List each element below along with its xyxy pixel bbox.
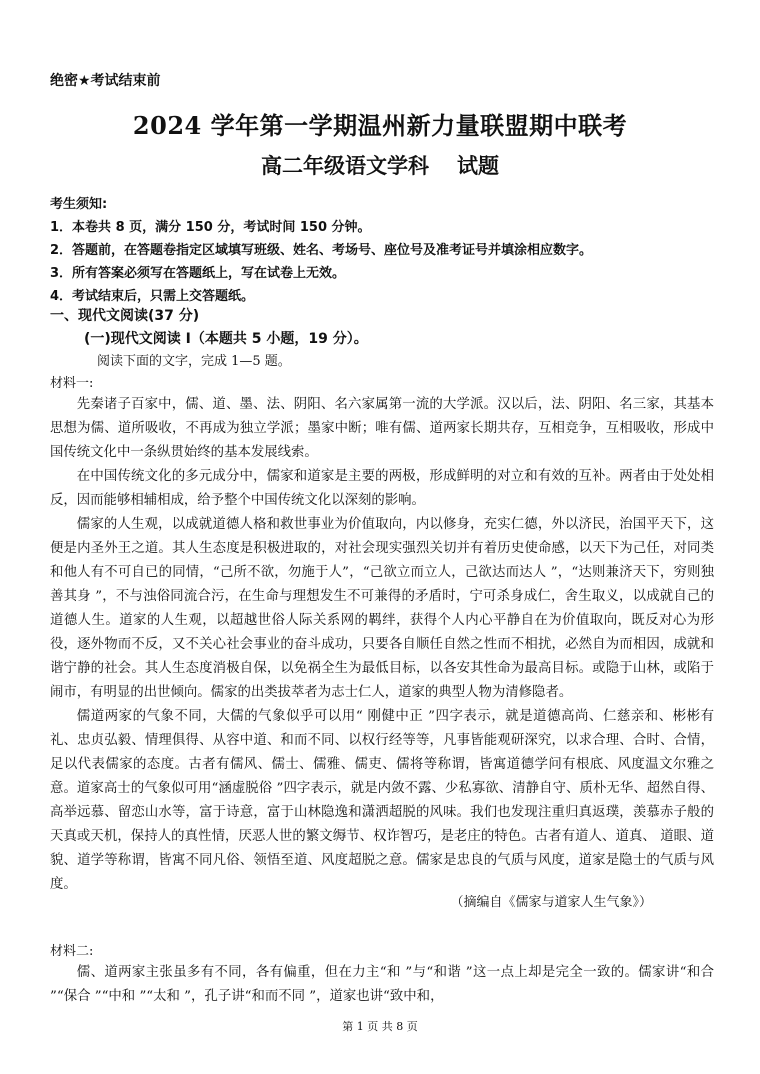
- paragraph: 儒、道两家主张虽多有不同，各有偏重，但在力主“和 ”与“和谐 ”这一点上却是完全一致的。儒家讲“和合 ”“保合 ”“中和 ”“太和 ”，孔子讲“和而不同 ”，道家也讲“致中和，: [50, 965, 714, 1004]
- exam-subtitle: [0, 150, 760, 180]
- material-one-label: 材料一:: [50, 376, 94, 391]
- paragraph: 儒家的人生观，以成就道德人格和救世事业为价值取向，内以修身，充实仁德，外以济民，治国平天下，这便是内圣外王之道。其人生态度是积极进取的，对社会现实强烈关切并有着历史使命感，以天下为己任，对同类和他人有不可自已的同情，“己所不欲，勿施于人”，“己欲立而立人，己欲达而达人 ”，“达则兼济天下，穷则独善其身 ”，不与浊俗同流合污，在生命与理想发生不可兼得的矛盾时，宁可杀身成仁，舍生取义，以成就自己的道德人生。道家的人生观，以超越世俗人际关系网的羁绊，获得个人内心平静自在为价值取向，既反对心为形役，逐外物而不反，又不关心社会事业的奋斗成功，只要各自顺任自然之性而不相扰，必然自为而相因，成就和谐宁静的社会。其人生态度消极自保，以免祸全生为最低目标，以各安其性命为最高目标。或隐于山林，或陷于闹市，有明显的出世倾向。儒家的出类拔萃者为志士仁人，道家的典型人物为清修隐者。: [50, 517, 714, 700]
- paragraph: 在中国传统文化的多元成分中，儒家和道家是主要的两极，形成鲜明的对立和有效的互补。两者由于处处相反，因而能够相辅相成，给予整个中国传统文化以深刻的影响。: [50, 469, 714, 508]
- notice-item: 1．本卷共 8 页，满分 150 分，考试时间 150 分钟。: [50, 220, 371, 235]
- candidate-notice: [50, 193, 730, 308]
- page-footer: 第 1 页 共 8 页: [342, 1020, 418, 1033]
- material-two-body: [50, 961, 714, 1009]
- subtitle-subject: 高二年级语文学科: [261, 153, 429, 178]
- material-two-label: 材料二:: [50, 944, 94, 959]
- reading-instruction: 阅读下面的文字，完成 1—5 题。: [97, 354, 291, 369]
- paragraph: 先秦诸子百家中，儒、道、墨、法、阴阳、名六家属第一流的大学派。汉以后，法、阴阳、名三家，其基本思想为儒、道所吸收，不再成为独立学派；墨家中断；唯有儒、道两家长期共存，互相竞争，互相吸收，形成中国传统文化中一条纵贯始终的基本发展线索。: [50, 397, 714, 460]
- confidential-label: 绝密★考试结束前: [50, 73, 161, 89]
- subsection-heading: (一)现代文阅读 I（本题共 5 小题，19 分）。: [84, 331, 368, 347]
- exam-title: 2024 学年第一学期温州新力量联盟期中联考: [132, 111, 628, 140]
- notice-item: 2．答题前，在答题卷指定区域填写班级、姓名、考场号、座位号及准考证号并填涂相应数字。: [50, 243, 593, 258]
- material-one-body: [50, 393, 714, 897]
- notice-item: 3．所有答案必须写在答题纸上，写在试卷上无效。: [50, 266, 346, 281]
- notice-item: 4．考试结束后，只需上交答题纸。: [50, 289, 255, 304]
- notice-heading: 考生须知:: [50, 197, 108, 212]
- section-heading: 一、现代文阅读(37 分): [50, 308, 200, 324]
- subtitle-paper: 试题: [457, 153, 499, 178]
- paragraph: 儒道两家的气象不同，大儒的气象似乎可以用“ 刚健中正 ”四字表示，就是道德高尚、仁慈亲和、彬彬有礼、忠贞弘毅、情理俱得、从容中道、和而不同、以权行经等等，凡事皆能观研深究，以求合理、合时、合情，足以代表儒家的态度。古者有儒风、儒士、儒雅、儒吏、儒将等称谓，皆寓道德学问有根底、风度温文尔雅之意。道家高士的气象似可用“涵虚脱俗 ”四字表示，就是内敛不露、少私寡欲、清静自守、质朴无华、超然自得、高举远慕、留恋山水等，富于诗意，富于山林隐逸和潇洒超脱的风味。我们也发现注重归真返璞，羡慕赤子般的天真或天机，保持人的真性情，厌恶人世的繁文缛节、权诈智巧，是老庄的特色。古者有道人、道真、 道眼、道貌、道学等称谓，皆寓不同凡俗、领悟至道、风度超脱之意。儒家是忠良的气质与风度，道家是隐士的气质与风度。: [50, 709, 714, 892]
- material-one-source: （摘编自《儒家与道家人生气象》）: [450, 895, 652, 910]
